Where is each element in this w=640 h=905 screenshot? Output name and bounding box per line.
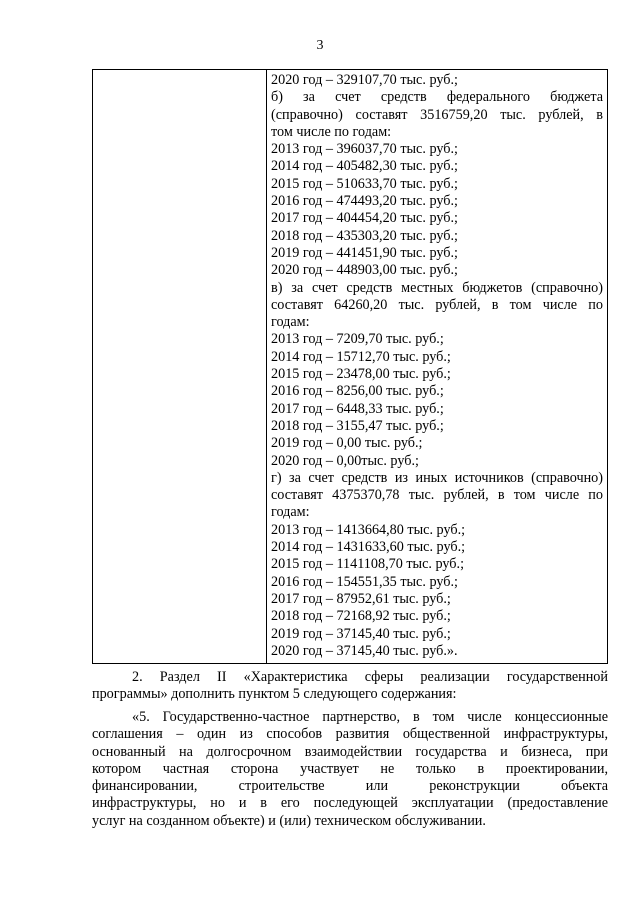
funding-line: 2020 год – 448903,00 тыс. руб.; (271, 262, 458, 279)
paragraph-line: программы» дополнить пунктом 5 следующего содержания: (92, 686, 457, 703)
funding-line: 2015 год – 1141108,70 тыс. руб.; (271, 556, 465, 573)
paragraph-line: финансировании, строительстве или реконструкции объекта (92, 778, 608, 795)
funding-line: 2019 год – 441451,90 тыс. руб.; (271, 244, 458, 261)
funding-line: (справочно) составят 3516759,20 тыс. рублей, в (271, 106, 603, 123)
funding-line: 2014 год – 15712,70 тыс. руб.; (271, 348, 451, 365)
funding-line: 2017 год – 87952,61 тыс. руб.; (271, 590, 451, 607)
funding-line: 2016 год – 474493,20 тыс. руб.; (271, 193, 458, 210)
funding-line: 2018 год – 72168,92 тыс. руб.; (271, 608, 451, 625)
funding-line: 2018 год – 435303,20 тыс. руб.; (271, 227, 458, 244)
funding-line: годам: (271, 314, 310, 331)
funding-line: 2020 год – 0,00тыс. руб.; (271, 452, 419, 469)
paragraph-line: 2. Раздел II «Характеристика сферы реализации государственной (132, 669, 608, 685)
funding-line: 2017 год – 6448,33 тыс. руб.; (271, 400, 444, 417)
funding-line: 2018 год – 3155,47 тыс. руб.; (271, 417, 444, 434)
paragraph-line: котором частная сторона участвует не только в проектировании, (92, 760, 608, 777)
paragraph-line: соглашения – один из способов развития общественной инфраструктуры, (92, 726, 608, 743)
paragraph-line: инфраструктуры, но и в его последующей эксплуатации (предоставление (92, 795, 608, 812)
funding-line: составят 64260,20 тыс. рублей, в том числе по (271, 296, 603, 313)
funding-table (92, 69, 608, 664)
funding-line: 2017 год – 404454,20 тыс. руб.; (271, 210, 458, 227)
funding-line: 2015 год – 510633,70 тыс. руб.; (271, 175, 458, 192)
funding-line: 2015 год – 23478,00 тыс. руб.; (271, 366, 451, 383)
funding-line: б) за счет средств федерального бюджета (271, 89, 603, 106)
funding-line: 2020 год – 37145,40 тыс. руб.». (271, 642, 458, 659)
funding-line: том числе по годам: (271, 123, 392, 140)
funding-line: составят 4375370,78 тыс. рублей, в том числе по (271, 487, 603, 504)
funding-line: г) за счет средств из иных источников (справочно) (271, 469, 603, 486)
funding-line: 2019 год – 37145,40 тыс. руб.; (271, 625, 451, 642)
funding-line: в) за счет средств местных бюджетов (справочно) (271, 279, 603, 296)
page-number: 3 (316, 38, 324, 53)
funding-cell (271, 72, 603, 660)
column-divider (266, 70, 267, 663)
paragraph-line: основанный на долгосрочном взаимодействии государства и бизнеса, при (92, 743, 608, 760)
funding-line: 2016 год – 154551,35 тыс. руб.; (271, 573, 458, 590)
funding-line: 2013 год – 7209,70 тыс. руб.; (271, 331, 444, 348)
paragraph-line: услуг на созданном объекте) и (или) техническом обслуживании. (92, 812, 486, 829)
funding-line: 2013 год – 396037,70 тыс. руб.; (271, 141, 458, 158)
funding-line: 2014 год – 1431633,60 тыс. руб.; (271, 539, 466, 556)
funding-line: 2014 год – 405482,30 тыс. руб.; (271, 158, 458, 175)
paragraph-point-5 (92, 709, 608, 830)
funding-line: 2013 год – 1413664,80 тыс. руб.; (271, 521, 466, 538)
paragraph-section-2 (92, 669, 608, 704)
funding-line: 2020 год – 329107,70 тыс. руб.; (271, 72, 458, 88)
funding-line: 2016 год – 8256,00 тыс. руб.; (271, 383, 444, 400)
paragraph-line: «5. Государственно-частное партнерство, в том числе концессионные (132, 709, 608, 725)
funding-line: годам: (271, 504, 310, 521)
funding-line: 2019 год – 0,00 тыс. руб.; (271, 435, 423, 452)
